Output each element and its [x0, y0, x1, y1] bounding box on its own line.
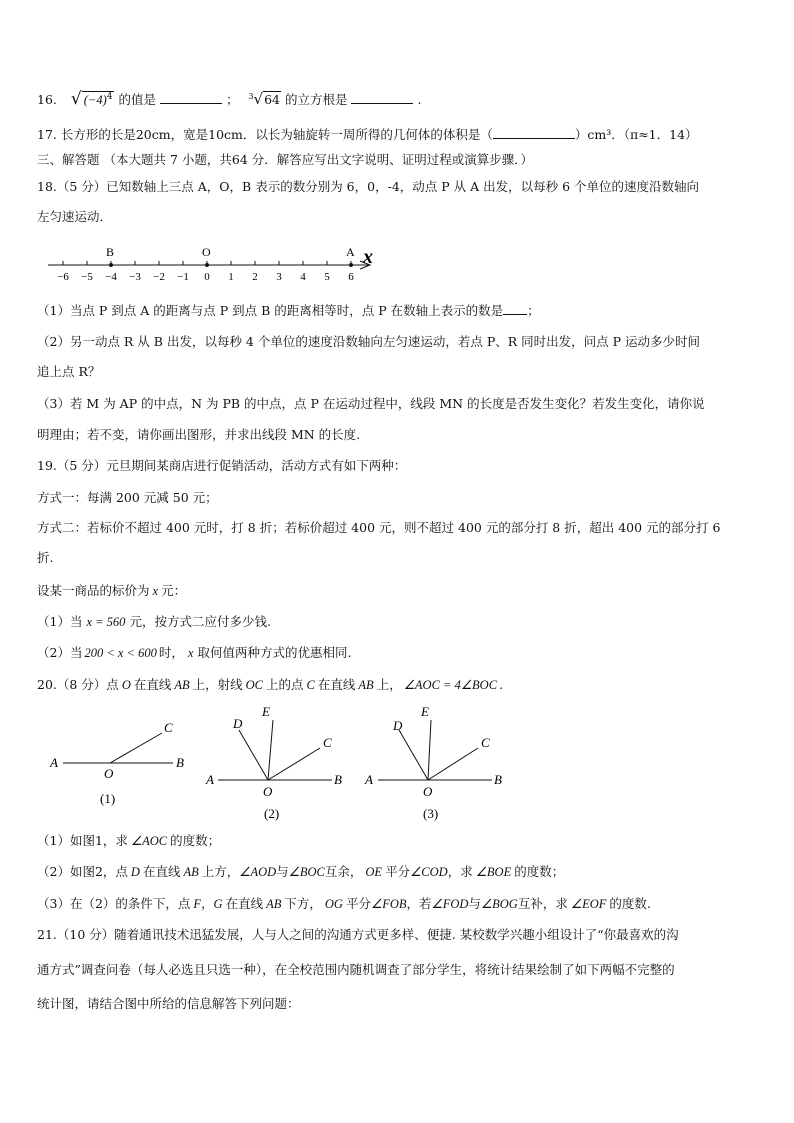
- tick-label: 0: [204, 271, 210, 283]
- figure-3: [360, 700, 520, 825]
- q21-line-1: 21.（10 分）随着通讯技术迅猛发展，人与人之间的沟通方式更多样、便捷. 某校数学兴趣小组设计了“你最喜欢的沟: [37, 927, 679, 942]
- label-B: B: [176, 755, 184, 770]
- label-O: O: [202, 245, 211, 259]
- q17-blank: [493, 126, 575, 139]
- q18-part-3a: （3）若 M 为 AP 的中点，N 为 PB 的中点，点 P 在运动过程中，线段 MN 的长度是否发生变化？若发生变化，请你说: [37, 396, 705, 411]
- label-A: A: [50, 755, 58, 770]
- label-D: D: [233, 716, 243, 731]
- label-O: O: [104, 766, 114, 781]
- tick-label: −6: [57, 271, 69, 283]
- q18-part-3b: 明理由；若不变，请你画出图形，并求出线段 MN 的长度.: [37, 427, 361, 442]
- label-B: B: [334, 772, 342, 787]
- q20-line-1: 20.（8 分）点 O 在直线 AB 上，射线 OC 上的点 C 在直线 AB 上， ∠AOC = 4∠BOC .: [37, 677, 504, 692]
- figure-1-caption: (1): [100, 791, 116, 806]
- q17-text-b: ）cm³．（π≈1．14）: [574, 127, 698, 142]
- point-O: [205, 263, 209, 267]
- label-A: A: [346, 245, 355, 259]
- ray-OD: [239, 730, 268, 780]
- point-A: [349, 263, 353, 267]
- q16-text-1: 的值是: [118, 92, 156, 108]
- q17-text-a: 17. 长方形的长是20cm，宽是10cm．以长为轴旋转一周所得的几何体的体积是（: [37, 127, 493, 142]
- ray-OC: [268, 748, 320, 780]
- point-B: [109, 263, 113, 267]
- q16-sqrt-expression: [71, 89, 115, 108]
- q18-part-1: （1）当点 P 到点 A 的距离与点 P 到点 B 的距离相等时，点 P 在数轴上表示的数是 ；: [37, 303, 540, 318]
- label-B: B: [106, 245, 115, 259]
- label-A: A: [365, 772, 373, 787]
- q19-part-2: （2）当 200 < x < 600 时， x 取何值两种方式的优惠相同.: [37, 645, 352, 660]
- q19-part-1: （1）当 x = 560 元，按方式二应付多少钱.: [37, 614, 271, 629]
- label-O: O: [263, 784, 273, 799]
- q20-part-1: （1）如图1，求 ∠AOC 的度数；: [37, 833, 221, 848]
- label-E: E: [421, 704, 429, 719]
- ray-OD: [399, 730, 428, 780]
- tick-label: 3: [276, 271, 282, 283]
- q21-line-2: 通方式”调查问卷（每人必选且只选一种），在全校范围内随机调查了部分学生，将统计结果绘制了如下两幅不完整的: [37, 962, 675, 977]
- q20-part-3: （3）在（2）的条件下，点 F，G 在直线 AB 下方， OG 平分∠FOB，若∠FOD与∠BOG互补，求 ∠EOF 的度数.: [37, 896, 651, 911]
- tick-label: 2: [252, 271, 258, 283]
- ray-OE: [268, 720, 273, 780]
- q16-period: .: [417, 92, 422, 108]
- ray-OC: [428, 748, 478, 780]
- q16-number: 16.: [37, 92, 57, 108]
- q16-cuberoot-expression: [248, 89, 281, 108]
- tick-label: −5: [81, 271, 93, 283]
- ray-OE: [428, 720, 431, 780]
- q19-line-1: 19.（5 分）元旦期间某商店进行促销活动，活动方式有如下两种：: [37, 458, 407, 473]
- q18-part-2b: 追上点 R？: [37, 364, 101, 379]
- label-A: A: [206, 772, 214, 787]
- tick-label: −4: [105, 271, 117, 283]
- figure-2: [200, 700, 360, 825]
- question-16: [37, 89, 421, 108]
- radical-sign-2: √: [253, 90, 264, 109]
- q16-separator: ；: [225, 92, 239, 108]
- tick-label: −1: [177, 271, 189, 283]
- label-O: O: [423, 784, 433, 799]
- cuberoot-index: 3: [248, 92, 254, 101]
- label-C: C: [164, 720, 173, 735]
- figure-3-caption: (3): [423, 806, 439, 821]
- q20-part-2: （2）如图2，点 D 在直线 AB 上方，∠AOD与∠BOC互余， OE 平分∠COD，求 ∠BOE 的度数；: [37, 864, 565, 879]
- question-17: [37, 126, 698, 143]
- q16-cuberoot-radicand: 64: [264, 92, 280, 108]
- label-D: D: [393, 718, 403, 733]
- q19-line-2: 方式一：每满 200 元减 50 元；: [37, 490, 218, 505]
- q21-line-3: 统计图，请结合图中所给的信息解答下列问题：: [37, 996, 300, 1011]
- figure-2-caption: (2): [264, 806, 280, 821]
- axis-label-x: x: [363, 246, 373, 268]
- q18-line-1: 18.（5 分）已知数轴上三点 A，O，B 表示的数分别为 6，0，-4，动点 P 从 A 出发，以每秒 6 个单位的速度沿数轴向: [37, 179, 700, 194]
- tick-label: 1: [228, 271, 234, 283]
- q19-line-4: 折.: [37, 550, 54, 565]
- tick-label: 4: [300, 271, 306, 283]
- q18-blank: [503, 302, 527, 315]
- number-line-figure: [40, 242, 385, 284]
- section-3-heading: 三、解答题 （本大题共 7 小题，共64 分．解答应写出文字说明、证明过程或演算步骤．）: [37, 152, 534, 167]
- radical-sign: √: [70, 89, 82, 110]
- q19-line-5: 设某一商品的标价为 x 元：: [37, 583, 187, 598]
- label-C: C: [323, 735, 332, 750]
- q16-radicand: $(-4)^4$: [83, 92, 113, 108]
- tick-label: 6: [348, 271, 354, 283]
- label-B: B: [494, 772, 502, 787]
- ray-OC: [110, 733, 162, 763]
- q16-text-2: 的立方根是: [284, 92, 348, 108]
- tick-label: −2: [153, 271, 165, 283]
- tick-label: 5: [324, 271, 330, 283]
- q19-line-3: 方式二：若标价不超过 400 元时，打 8 折；若标价超过 400 元，则不超过 400 元的部分打 8 折，超出 400 元的部分打 6: [37, 520, 721, 535]
- q18-line-2: 左匀速运动．: [37, 209, 113, 224]
- label-C: C: [481, 735, 490, 750]
- figure-1: [45, 715, 195, 810]
- q18-part-2a: （2）另一动点 R 从 B 出发，以每秒 4 个单位的速度沿数轴向左匀速运动，若点 P、R 同时出发，问点 P 运动多少时间: [37, 334, 700, 349]
- q16-blank-1: [160, 91, 222, 104]
- label-E: E: [262, 704, 270, 719]
- tick-label: −3: [129, 271, 141, 283]
- q16-blank-2: [351, 91, 413, 104]
